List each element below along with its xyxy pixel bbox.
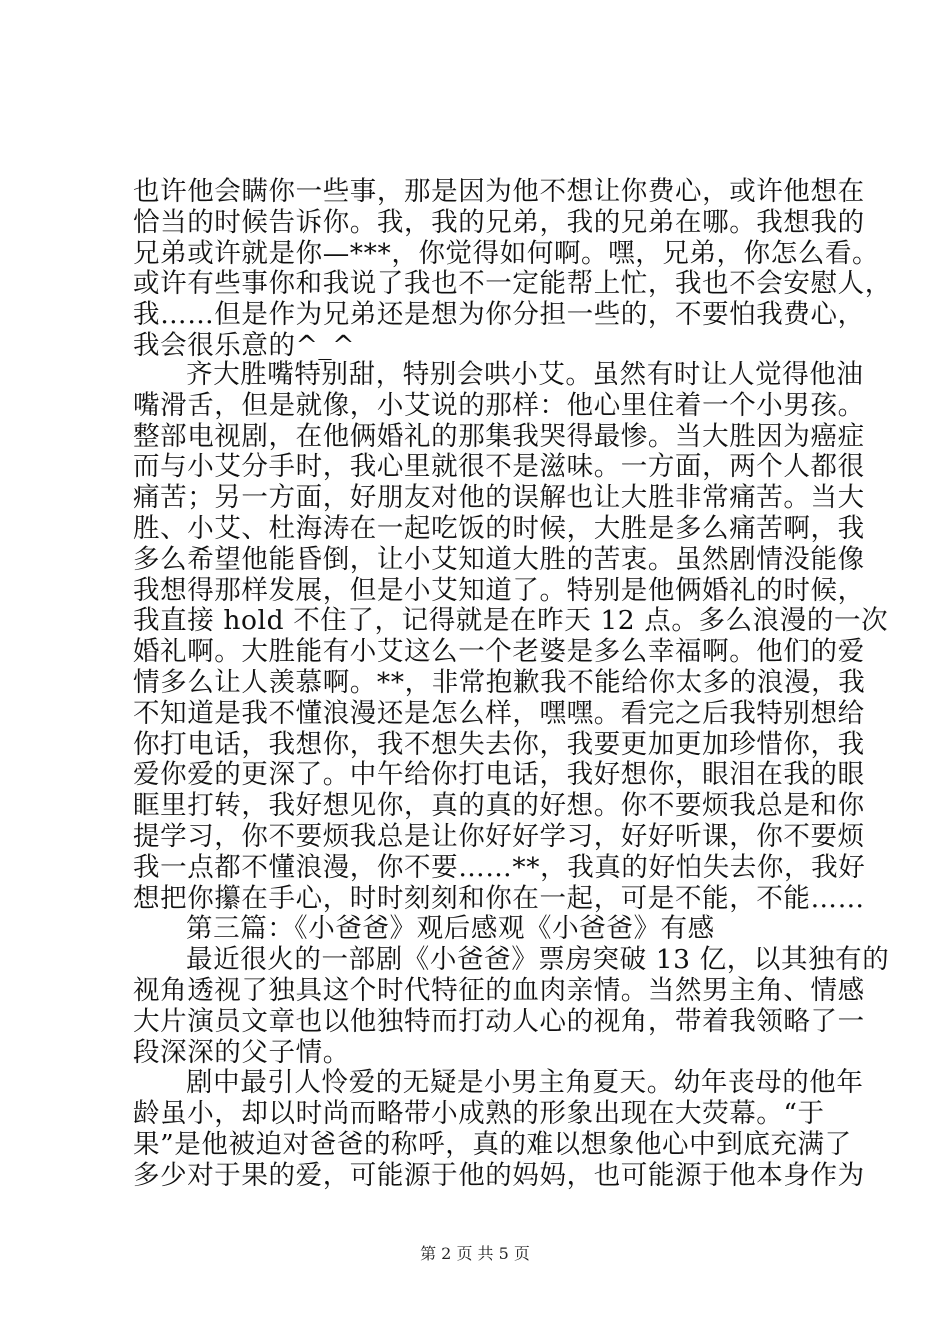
text-line: 多么希望他能昏倒，让小艾知道大胜的苦衷。虽然剧情没能像 (133, 543, 865, 575)
document-body-main (133, 359, 890, 1192)
text-line: 而与小艾分手时，我心里就很不是滋味。一方面，两个人都很 (133, 451, 865, 483)
text-line: 你打电话，我想你，我不想失去你，我要更加更加珍惜你，我 (133, 728, 865, 760)
text-line: 爱你爱的更深了。中午给你打电话，我好想你，眼泪在我的眼 (133, 759, 865, 791)
text-line: 婚礼啊。大胜能有小艾这么一个老婆是多么幸福啊。他们的爱 (133, 636, 865, 668)
paragraph (133, 1067, 865, 1191)
text-line: 我一点都不懂浪漫，你不要……**，我真的好怕失去你，我好 (133, 851, 866, 883)
text-line: 或许有些事你和我说了我也不一定能帮上忙，我也不会安慰人， (133, 268, 892, 300)
paragraph (133, 359, 889, 914)
text-line: 不知道是我不懂浪漫还是怎么样，嘿嘿。看完之后我特别想给 (133, 697, 865, 729)
page-number: 第 2 页 共 5 页 (420, 1244, 530, 1263)
section-heading: 第三篇：《小爸爸》观后感观《小爸爸》有感 (186, 913, 715, 945)
text-line: 眶里打转，我好想见你，真的真的好想。你不要烦我总是和你 (133, 790, 865, 822)
page-footer (0, 1244, 950, 1264)
text-line: 剧中最引人怜爱的无疑是小男主角夏天。幼年丧母的他年 (186, 1067, 864, 1099)
text-line: 龄虽小，却以时尚而略带小成熟的形象出现在大荧幕。“于 (133, 1098, 825, 1130)
text-line: 视角透视了独具这个时代特征的血肉亲情。当然男主角、情感 (133, 974, 865, 1006)
text-line: 最近很火的一部剧《小爸爸》票房突破 13 亿，以其独有的 (186, 944, 890, 976)
text-line: 嘴滑舌，但是就像，小艾说的那样：他心里住着一个小男孩。 (133, 389, 865, 421)
text-line: 恰当的时候告诉你。我，我的兄弟，我的兄弟在哪。我想我的 (133, 206, 865, 238)
paragraph-continued (133, 176, 892, 362)
text-line: 我直接 hold 不住了，记得就是在昨天 12 点。多么浪漫的一次 (133, 605, 889, 637)
text-line: 情多么让人羡慕啊。**，非常抱歉我不能给你太多的浪漫，我 (133, 666, 866, 698)
text-line: 提学习，你不要烦我总是让你好好学习，好好听课，你不要烦 (133, 820, 865, 852)
text-line: 段深深的父子情。 (133, 1036, 350, 1068)
text-line: 果”是他被迫对爸爸的称呼，真的难以想象他心中到底充满了 (133, 1128, 852, 1160)
text-line: 多少对于果的爱，可能源于他的妈妈，也可能源于他本身作为 (133, 1159, 865, 1191)
text-line: 大片演员文章也以他独特而打动人心的视角，带着我领略了一 (133, 1005, 865, 1037)
text-line: 我……但是作为兄弟还是想为你分担一些的，不要怕我费心， (133, 299, 865, 331)
text-line: 我想得那样发展，但是小艾知道了。特别是他俩婚礼的时候， (133, 574, 865, 606)
text-line: 我会很乐意的^_^ (133, 329, 356, 361)
text-line: 想把你攥在手心，时时刻刻和你在一起，可是不能，不能…… (133, 882, 865, 914)
text-line: 兄弟或许就是你—***，你觉得如何啊。嘿，兄弟，你怎么看。 (133, 237, 880, 269)
text-line: 整部电视剧，在他俩婚礼的那集我哭得最惨。当大胜因为癌症 (133, 420, 865, 452)
text-line: 也许他会瞒你一些事，那是因为他不想让你费心，或许他想在 (133, 176, 865, 207)
document-body-top (133, 176, 892, 362)
text-line: 齐大胜嘴特别甜，特别会哄小艾。虽然有时让人觉得他油 (186, 359, 864, 390)
paragraph (133, 944, 890, 1068)
text-line: 胜、小艾、杜海涛在一起吃饭的时候，大胜是多么痛苦啊，我 (133, 512, 865, 544)
text-line: 痛苦；另一方面，好朋友对他的误解也让大胜非常痛苦。当大 (133, 482, 865, 514)
